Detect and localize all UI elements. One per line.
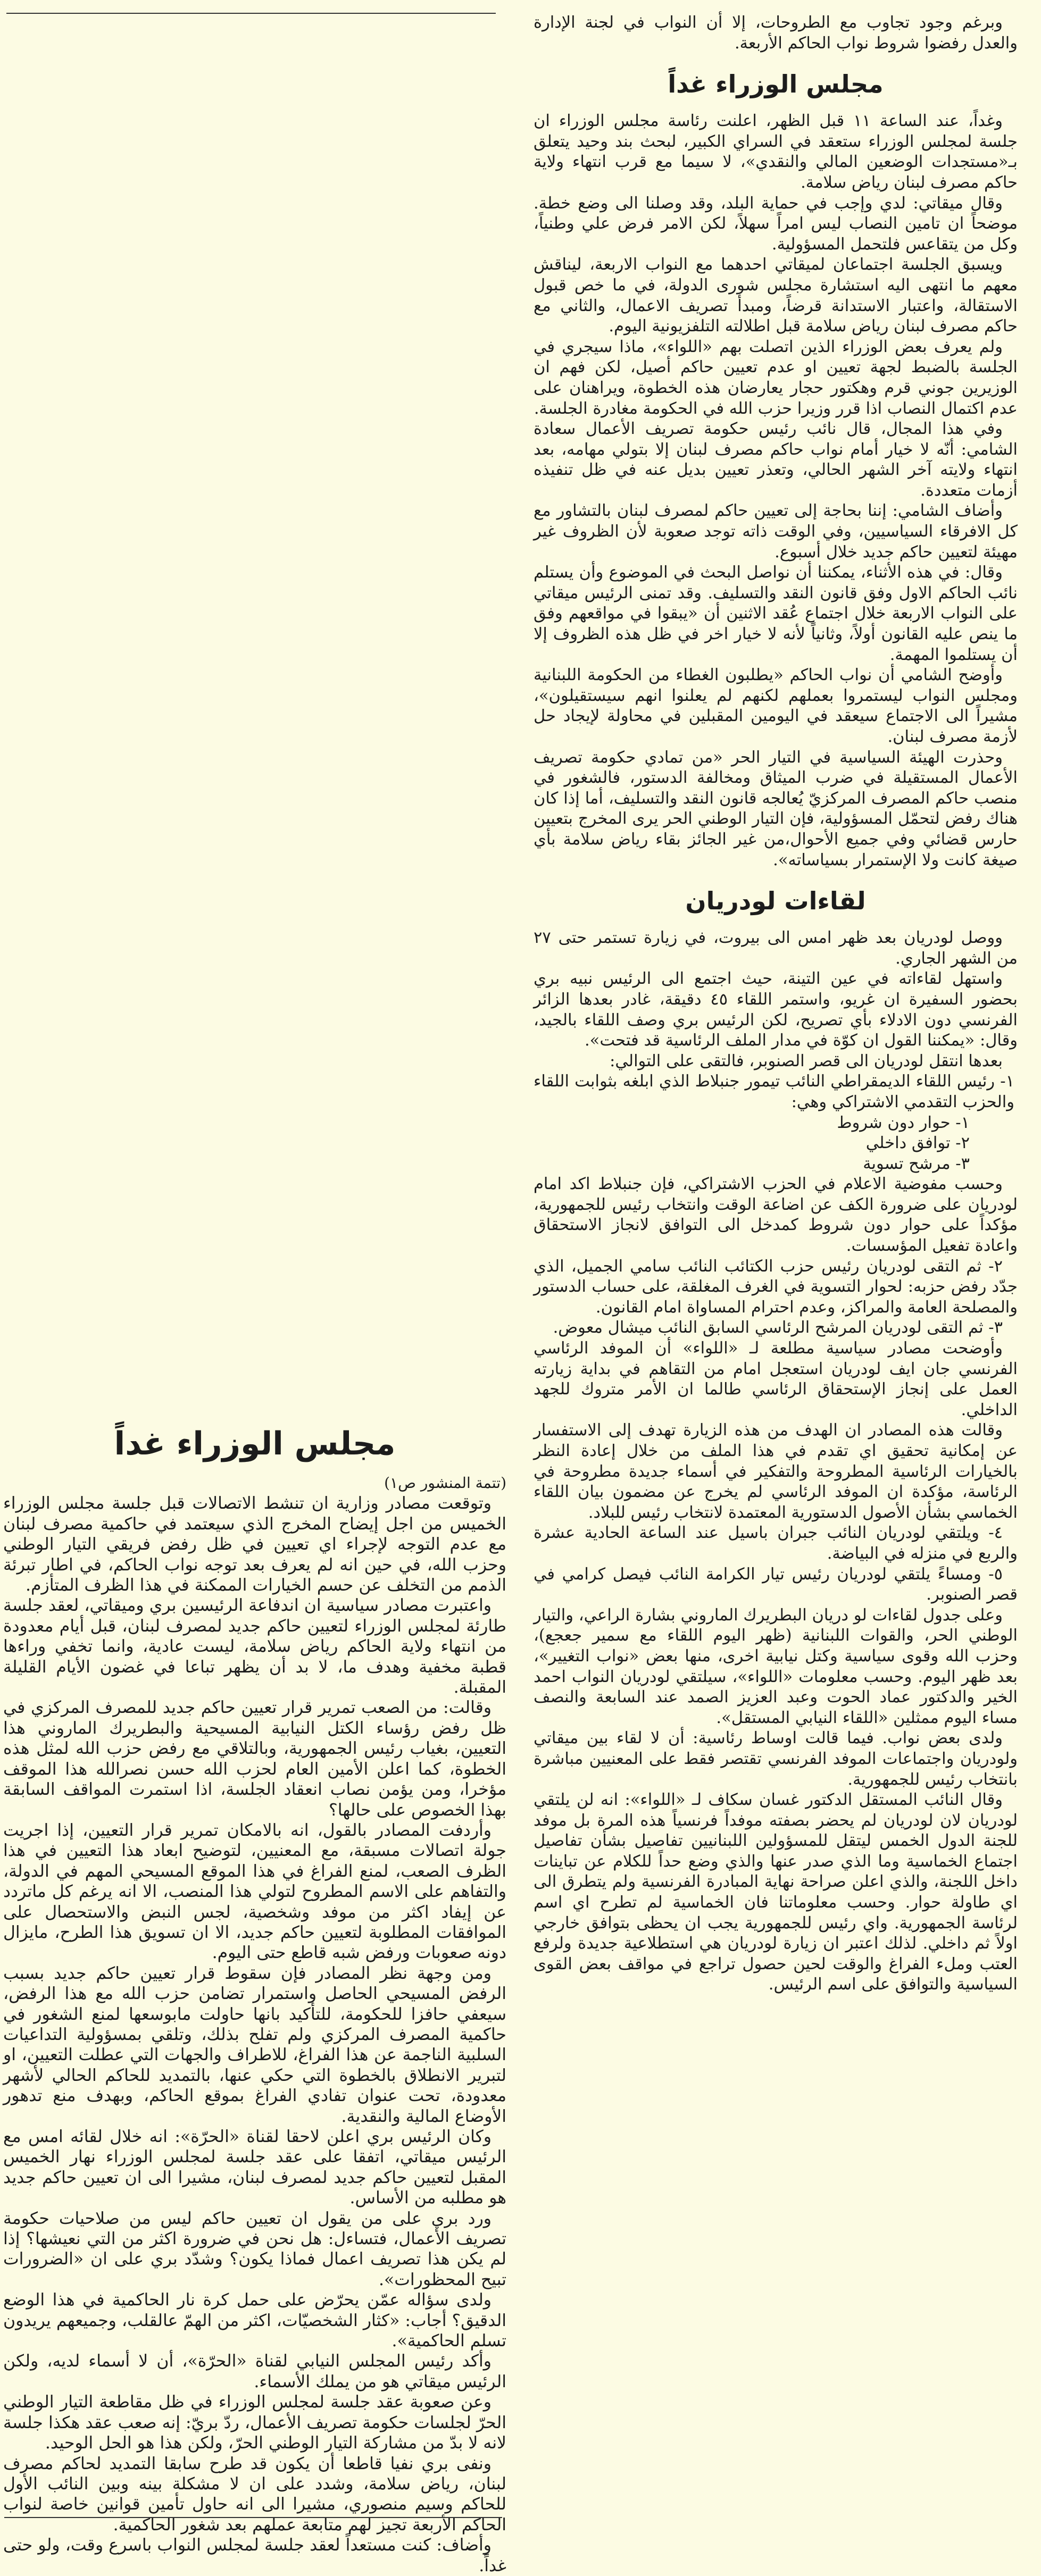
paragraph: ومن وجهة نظر المصادر فإن سقوط قرار تعيين حاكم جديد بسبب الرفض المسيحي الحاصل واستمرار تضامن حزب الله مع هذا الرفض، سيعفي حافزا للحكومة، للتأكيد بانها حاولت مابوسعها لمنع الشغور في حاكمية المصرف المركزي ولم تفلح بذلك، وتلقي بمسؤولية التداعيات السلبية الناجمة عن هذا الفراغ، للاطراف والجهات التي عطلت التعيين، او لتبرير الانطلاق بالخطوة التي حكي عنها، بالتمديد للحاكم الحالي لأشهر معدودة، تحت عنوان تفادي الفراغ بموقع الحاكم، وبهدف منع تدهور الأوضاع المالية والنقدية. [3,1963,506,2126]
paragraph: وحذرت الهيئة السياسية في التيار الحر «من تمادي حكومة تصريف الأعمال المستقيلة في ضرب الميثاق ومخالفة الدستور، فالشغور في منصب حاكم المصرف المركزيّ يُعالجه قانون النقد والتسليف، أما إذا كان هناك رفض لتحمّل المسؤولية، فإن التيار الوطني الحر يرى المخرج بتعيين حارس قضائي وفي جميع الأحوال،من غير الجائز بقاء رياض سلامة بأي صيغة كانت ولا الإستمرار بسياساته». [534,748,1018,869]
paragraph: وقالت: من الصعب تمرير قرار تعيين حاكم جديد للمصرف المركزي في ظل رفض رؤساء الكتل النيابية المسيحية والبطريرك الماروني هذا التعيين، بغياب رئيس الجمهورية، وبالتلاقي مع رفض حزب الله لمثل هذه الخطوة، كما اعلن الأمين العام لحزب الله حسن نصرالله هذا الموقف مؤخرا، ومن يؤمن نصاب انعقاد الجلسة، اذا استمرت المواقف السابقة بهذا الخصوص على حالها؟ [3,1698,506,1820]
paragraph: وعلى جدول لقاءات لو دريان البطريرك الماروني بشارة الراعي، والتيار الوطني الحر، والقوات اللبنانية (ظهر اليوم اللقاء مع سمير جعجع)، وحزب الله وقوى سياسية وكتل نيابية اخرى، منها بعض «نواب التغيير»، بعد ظهر اليوم. وحسب معلومات «اللواء»، سيلتقي لودريان النواب احمد الخير والدكتور عماد الحوت وعبد العزيز الصمد عند السابعة والنصف مساء اليوم ممثلين «اللقاء النيابي المستقل». [534,1605,1018,1727]
paragraph: وقال النائب المستقل الدكتور غسان سكاف لـ «اللواء»: انه لن يلتقي لودريان لان لودريان لم يحضر بصفته موفداً فرنسياً هذه المرة بل موفد للجنة الدول الخمس ليتقل للمسؤولين اللبنانيين تفاصيل بشأن تفاصيل اجتماع الخماسية وما الذي صدر عنها والذي وضع حداً للكلام عن تباينات داخل اللجنة، والذي اعلن صراحة نهاية المبادرة الفرنسية ولم يتطرق الى اي طاولة حوار. وحسب معلوماتنا فان الخماسية لم تطرح اي اسم لرئاسة الجمهورية. واي رئيس للجمهورية يجب ان يحظى بتوافق خارجي اولاً ثم داخلي. لذلك اعتبر ان زيارة لودريان هي استطلاعية جديدة ولرفع العتب وملء الفراغ والوقت لحين حصول تراجع في مواقف بعض القوى السياسية والتوافق على اسم الرئيس. [534,1791,1018,1994]
paragraph: ٣- ثم التقى لودريان المرشح الرئاسي السابق النائب ميشال معوض. [553,1318,1003,1337]
top-rule [6,13,496,14]
sub-list-item: ٣- مرشح تسوية [863,1154,970,1173]
right-column [534,13,1018,1995]
paragraph: ونفى بري نفيا قاطعا أن يكون قد طرح سابقا التمديد لحاكم مصرف لبنان، رياض سلامة، وشدد على ان لا مشكلة بينه وبين النائب الأول للحاكم وسيم منصوري، مشيرا الى انه حاول تأمين قوانين خاصة لنواب الحاكم الأربعة تجيز لهم متابعة عملهم بعد شغور الحاكمية. [3,2454,506,2535]
paragraph: وبرغم وجود تجاوب مع الطروحات، إلا أن النواب في لجنة الإدارة والعدل رفضوا شروط نواب الحاكم الأربعة. [534,13,1018,53]
paragraph: وأضاف الشامي: إننا بحاجة إلى تعيين حاكم لمصرف لبنان بالتشاور مع كل الافرقاء السياسيين، وفي الوقت ذاته توجد صعوبة لأن الظروف غير مهيئة لتعيين حاكم جديد خلال أسبوع. [534,501,1018,562]
section-heading-ledrian: لقاءات لودريان [685,886,866,916]
paragraph: ورد بري على من يقول ان تعيين حاكم ليس من صلاحيات حكومة تصريف الأعمال، فتساءل: هل نحن في ضرورة اكثر من التي نعيشها؟ إذا لم يكن هذا تصريف اعمال فماذا يكون؟ وشدّد بري على ان «الضرورات تبيح المحظورات». [3,2209,506,2289]
paragraph: واعتبرت مصادر سياسية ان اندفاعة الرئيسين بري وميقاتي، لعقد جلسة طارئة لمجلس الوزراء لتعيين حاكم جديد لمصرف لبنان، قبل أيام معدودة من انتهاء ولاية الحاكم رياض سلامة، ليست عادية، وانما تخفي وراءها قطبة مخفية وهدف ما، لا بد أن يظهر تباعا في غضون الأيام القليلة المقبلة. [3,1596,506,1697]
paragraph: وأوضح الشامي أن نواب الحاكم «يطلبون الغطاء من الحكومة اللبنانية ومجلس النواب ليستمروا بعملهم لكنهم لم يعلنوا انهم سيستقيلون»، مشيراً الى الاجتماع سيعقد في اليومين المقبلين في محاولة لإيجاد حل لأزمة مصرف لبنان. [534,666,1018,746]
paragraph: وأوضحت مصادر سياسية مطلعة لـ «اللواء» أن الموفد الرئاسي الفرنسي جان ايف لودريان استعجل امام من التقاهم في بداية زيارته العمل على إنجاز الإستحقاق الرئاسي طالما ان الأمر متروك للجهد الداخلي. [534,1339,1018,1419]
cabinet-section [534,111,1018,871]
paragraph: ٤- ويلتقي لودريان النائب جبران باسيل عند الساعة الحادية عشرة والربع في منزله في البياضة. [534,1524,1018,1563]
section-heading-cabinet: مجلس الوزراء غداً [668,70,884,99]
paragraph: وكان الرئيس بري اعلن لاحقا لقناة «الحرّة»: انه خلال لقائه امس مع الرئيس ميقاتي، اتفقا على عقد جلسة لمجلس الوزراء نهار الخميس المقبل لتعيين حاكم جديد لمصرف لبنان، مشيرا الى ان تعيين حاكم جديد هو مطلبه من الأساس. [3,2127,506,2208]
section-heading-cabinet-continued: مجلس الوزراء غداً [114,1425,396,1462]
paragraph: وتوقعت مصادر وزارية ان تنشط الاتصالات قبل جلسة مجلس الوزراء الخميس من اجل إيضاح المخرج الذي سيعتمد في حاكمية مصرف لبنان مع عدم التوجه لإجراء اي تعيين في ظل رفض فريقي التيار الوطني وحزب الله، في حين انه لم يعرف بعد توجه نواب الحاكم، في اطار تبرئة الذمم من التخلف عن حسم الخيارات الممكنة في هذا الظرف المتأزم. [3,1494,506,1595]
paragraph: وحسب مفوضية الاعلام في الحزب الاشتراكي، فإن جنبلاط اكد امام لودريان على ضرورة الكف عن اضاعة الوقت وانتخاب رئيس للجمهورية، مؤكداً على حوار دون شروط كمدخل الى التوافق لانجاز الاستحقاق واعادة تفعيل المؤسسات. [534,1175,1018,1256]
paragraph: ٢- ثم التقى لودريان رئيس حزب الكتائب النائب سامي الجميل، الذي جدّد رفض حزبه: لحوار التسوية في الغرف المغلقة، على حساب الدستور والمصلحة العامة والمراكز، وعدم احترام المساواة امام القانون. [534,1257,1018,1317]
paragraph: ٥- ومساءً يلتقي لودريان رئيس تيار الكرامة النائب فيصل كرامي في قصر الصنوبر. [534,1565,1018,1604]
paragraph: واستهل لقاءاته في عين التينة، حيث اجتمع الى الرئيس نبيه بري بحضور السفيرة ان غريو، واستمر اللقاء ٤٥ دقيقة، غادر بعدها الزائر الفرنسي دون الادلاء بأي تصريح، لكن الرئيس بري وصف اللقاء بالجيد، وقال: «يمكننا القول ان كوّة في مدار الملف الرئاسية قد فتحت». [534,969,1018,1050]
paragraph: وفي هذا المجال، قال نائب رئيس حكومة تصريف الأعمال سعادة الشامي: أنّه لا خيار أمام نواب حاكم مصرف لبنان إلا بتولي مهامه، بعد انتهاء ولايته آخر الشهر الحالي، وتعذر تعيين بديل عنه في ظل تنفيذه أزمات متعددة. [534,420,1018,500]
paragraph: ويسبق الجلسة اجتماعان لميقاتي احدهما مع النواب الاربعة، ليناقش معهم ما انتهى اليه استشارة مجلس شورى الدولة، في ما خص قبول الاستقالة، واعتبار الاستدانة قرضاً، ومبدأ تصريف الاعمال، والثاني مع حاكم مصرف لبنان رياض سلامة قبل اطلالته التلفزيونية اليوم. [534,255,1018,336]
paragraph: وأضاف: كنت مستعداً لعقد جلسة لمجلس النواب باسرع وقت، ولو حتى غداً. [3,2536,506,2575]
ledrian-section [534,928,1018,1995]
paragraph: ووصل لودريان بعد ظهر امس الى بيروت، في زيارة تستمر حتى ٢٧ من الشهر الجاري. [534,929,1018,968]
paragraph: وقال: في هذه الأثناء، يمكننا أن نواصل البحث في الموضوع وأن يستلم نائب الحاكم الاول وفق قانون النقد والتسليف. وقد تمنى الرئيس ميقاتي على النواب الاربعة خلال اجتماع عُقد الاثنين أن «يبقوا في مواقعهم وفق ما ينص عليه القانون أولاً، وثانياً لأنه لا خيار اخر في ظل هذه الظروف إلا أن يستلموا المهمة. [534,563,1018,664]
right-top-paragraphs [534,13,1018,54]
paragraph: وقال ميقاتي: لدي وإجب في حماية البلد، وقد وصلنا الى وضع خطة. موضحاً ان تامين النصاب ليس امراً سهلاً، لكن الامر فرض علي وطنياً، وكل من يتقاعس فلتحمل المسؤولية. [534,194,1018,254]
paragraph: ولم يعرف بعض الوزراء الذين اتصلت بهم «اللواء»، ماذا سيجري في الجلسة بالضبط لجهة تعيين او عدم تعيين حاكم أصيل، لكن فهم ان الوزيرين جوني قرم وهكتور حجار يعارضان هذه الخطوة، ويراهنان على عدم اكتمال النصاب اذا قرر وزيرا حزب الله في الحكومة مغادرة الجلسة. [534,337,1018,418]
paragraph: بعدها انتقل لودريان الى قصر الصنوبر، فالتقى على التوالي: [610,1051,1003,1070]
bottom-rule [4,2517,502,2518]
continuation-note: (تتمة المنشور ص١) [384,1474,506,1492]
paragraph: وقالت هذه المصادر ان الهدف من هذه الزيارة تهدف إلى الاستفسار عن إمكانية تحقيق اي تقدم في هذا الملف من خلال إعادة النظر بالخيارات الرئاسية المطروحة والتفكير في أسماء جديدة مطروحة في الرئاسة، مؤكدة ان الموفد الرئاسي لم يخرج عن مضمون بيان اللقاء الخماسي بشأن الأصول الدستورية المعتمدة لانتخاب رئيس للبلاد. [534,1421,1018,1522]
paragraph: وأكد رئيس المجلس النيابي لقناة «الحرّة»، أن لا أسماء لديه، ولكن الرئيس ميقاتي هو من يملك الأسماء. [3,2352,506,2391]
paragraph: وغداً، عند الساعة ١١ قبل الظهر، اعلنت رئاسة مجلس الوزراء ان جلسة لمجلس الوزراء ستعقد في السراي الكبير، لبحث بند وحيد يتعلق بـ«مستجدات الوضعين المالي والنقدي»، لا سيما مع قرب انتهاء ولاية حاكم مصرف لبنان رياض سلامة. [534,112,1018,192]
paragraph: ولدى بعض نواب. فيما قالت اوساط رئاسية: أن لا لقاء بين ميقاتي ولودريان واجتماعات الموفد الفرنسي تقتصر فقط على المعنيين مباشرة بانتخاب رئيس للجمهورية. [534,1729,1018,1789]
left-column [3,1404,506,2576]
sub-list-item: ٢- توافق داخلي [865,1134,970,1153]
list-item: ١- رئيس اللقاء الديمقراطي النائب تيمور جنبلاط الذي ابلغه بثوابت اللقاء والحزب التقدمي الاشتراكي وهي: [534,1072,1014,1111]
paragraph: وعن صعوبة عقد جلسة لمجلس الوزراء في ظل مقاطعة التيار الوطني الحرّ لجلسات حكومة تصريف الأعمال، ردّ بريّ: إنه صعب عقد هكذا جلسة لانه لا بدّ من مشاركة التيار الوطني الحرّ، ولكن هذا هو الحل الوحيد. [3,2393,506,2453]
sub-list-item: ١- حوار دون شروط [837,1113,970,1132]
paragraph: وأردفت المصادر بالقول، انه بالامكان تمرير قرار التعيين، إذا اجريت جولة اتصالات مسبقة، مع المعنيين، لتوضيح ابعاد هذا التعيين في هذا الظرف الصعب، لمنع الفراغ في هذا الموقع المسيحي المهم في الدولة، والتفاهم على الاسم المطروح لتولي هذا المنصب، الا انه يرغم كل ماتردد عن إيفاد اكثر من موفد وشخصية، لجس النبض والاستحصال على الموافقات المطلوبة لتعيين حاكم جديد، الا ان تسويق هذا الطرح، مايزال دونه صعوبات ورفض شبه قاطع حتى اليوم. [3,1820,506,1963]
paragraph: ولدى سؤاله عمّن يحرّض على حمل كرة نار الحاكمية في هذا الوضع الدقيق؟ أجاب: «كثار الشخصيّات، اكثر من الهمّ عالقلب، وجميعهم يريدون تسلم الحاكمية». [3,2290,506,2351]
